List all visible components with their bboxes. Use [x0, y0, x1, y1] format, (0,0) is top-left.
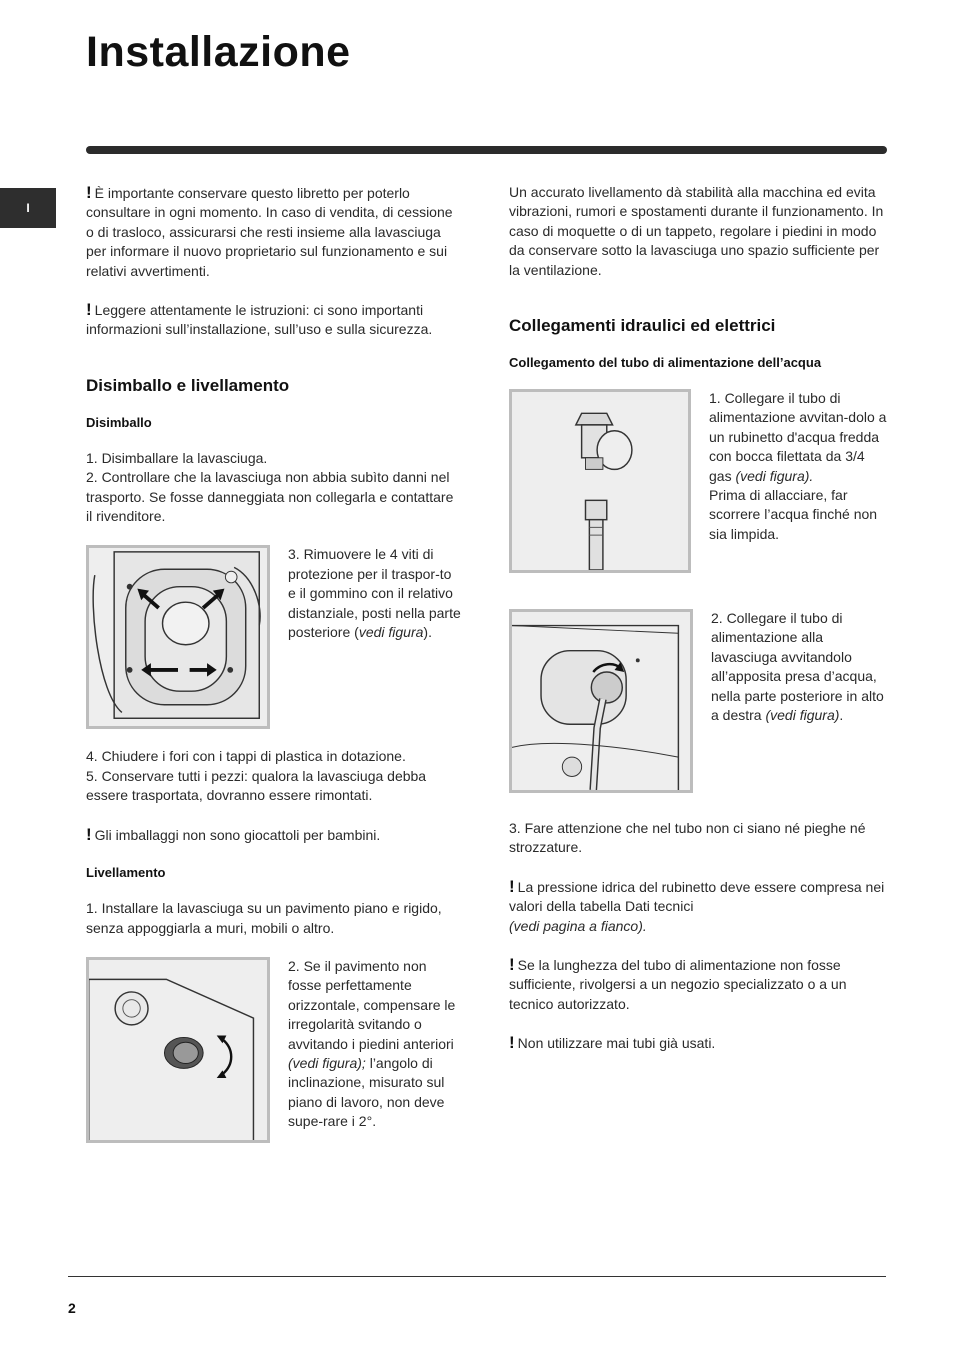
warning-icon: ! — [86, 300, 92, 320]
warning-icon: ! — [509, 955, 515, 975]
section-title-connections: Collegamenti idraulici ed elettrici — [509, 316, 776, 336]
notice-hose-length: ! Se la lunghezza del tubo di alimentazione non fosse sufficiente, rivolgersi a un negozio specializzato o a un tecnico autorizzato. — [509, 955, 847, 1012]
leveling-intro: Un accurato livellamento dà stabilità alla macchina ed evita vibrazioni, rumori e spostamenti durante il funzionamento. In caso di moquette o di un tappeto, regolare i piedini in modo da conservare sotto la lavasciuga uno spazio sufficiente per la ventilazione. — [509, 184, 884, 278]
page-number: 2 — [68, 1300, 76, 1316]
notice-no-used-hoses: ! Non utilizzare mai tubi già usati. — [509, 1033, 716, 1053]
footer-divider — [68, 1276, 886, 1277]
level-step-1: 1. Installare la lavasciuga su un pavimento piano e rigido, senza appoggiarla a muri, mobili o altro. — [86, 900, 442, 936]
page-title: Installazione — [86, 28, 351, 76]
section-title-unpacking: Disimballo e livellamento — [86, 375, 290, 395]
leveling-foot-illustration — [89, 960, 267, 1140]
title-divider — [86, 146, 887, 154]
level-step-2-row — [86, 957, 462, 1143]
right-column — [509, 183, 887, 1054]
language-tab: I — [0, 188, 56, 228]
notice-read-instructions: ! Leggere attentamente le istruzioni: ci sono importanti informazioni sull’installazione, sull’uso e sulla sicurezza. — [86, 300, 433, 338]
notice-keep-manual: ! È importante conservare questo libretto per poterlo consultare in ogni momento. In caso di vendita, di cessione o di trasloco, assicurarsi che resti insieme alla lavasciuga per informare il nuovo proprietario sul funzionamento e sui relativi avvertimenti. — [86, 183, 453, 279]
unpack-step-1: 1. Disimballare la lavasciuga. — [86, 449, 268, 466]
notice-water-pressure: ! La pressione idrica del rubinetto deve essere compresa nei valori della tabella Dati tecnici (vedi pagina a fianco). — [509, 876, 885, 934]
warning-icon: ! — [509, 1033, 515, 1053]
water-step-2-row — [509, 609, 887, 793]
unpack-step-3: 3. Rimuovere le 4 viti di protezione per il traspor-to e il gommino con il relativo distanziale, posti nella parte posteriore (vedi figura). — [288, 546, 461, 641]
unpack-step-2: 2. Controllare che la lavasciuga non abbia subìto danni nel trasporto. Se fosse danneggiata non collegarla e contattare il rivenditore. — [86, 469, 454, 525]
leveling-feet-figure — [86, 957, 270, 1143]
subsection-leveling: Livellamento — [86, 865, 166, 881]
subsection-water-supply: Collegamento del tubo di alimentazione dell’acqua — [509, 355, 822, 371]
washer-inlet-illustration — [512, 612, 690, 790]
water-step-1-row — [509, 389, 887, 573]
tap-connection-figure — [509, 389, 691, 573]
inlet-connection-figure — [509, 609, 693, 793]
warning-icon: ! — [86, 183, 92, 202]
washer-rear-illustration — [89, 548, 267, 726]
warning-icon: ! — [509, 876, 515, 896]
water-step-3: 3. Fare attenzione che nel tubo non ci siano né pieghe né strozzature. — [509, 820, 866, 856]
subsection-unpacking: Disimballo — [86, 414, 152, 430]
unpack-step-4: 4. Chiudere i fori con i tappi di plastica in dotazione. — [86, 748, 406, 765]
unpack-step-5: 5. Conservare tutti i pezzi: qualora la lavasciuga debba essere trasportata, dovranno essere rimontati. — [86, 767, 427, 804]
left-column — [86, 183, 462, 1161]
rear-screws-figure — [86, 545, 270, 729]
unpack-step-3-row — [86, 545, 462, 729]
level-step-2: 2. Se il pavimento non fosse perfettamente orizzontale, compensare le irregolarità svitando o avvitando i piedini anteriori (vedi figura); l’angolo di inclinazione, misurato sul piano di lavoro, non deve supe-rare i 2°. — [288, 957, 456, 1130]
notice-packaging: ! Gli imballaggi non sono giocattoli per bambini. — [86, 824, 381, 844]
water-step-2: 2. Collegare il tubo di alimentazione alla lavasciuga avvitandolo all’apposita presa d’acqua, nella parte posteriore in alto a destra (vedi figura). — [711, 610, 884, 724]
warning-icon: ! — [86, 824, 92, 844]
water-step-1: 1. Collegare il tubo di alimentazione avvitan-dolo a un rubinetto d'acqua fredda con bocca filettata da 3/4 gas (vedi figura). Prima di allacciare, far scorrere l’acqua finché non sia limpida. — [709, 390, 887, 542]
tap-and-hose-illustration — [512, 392, 688, 570]
